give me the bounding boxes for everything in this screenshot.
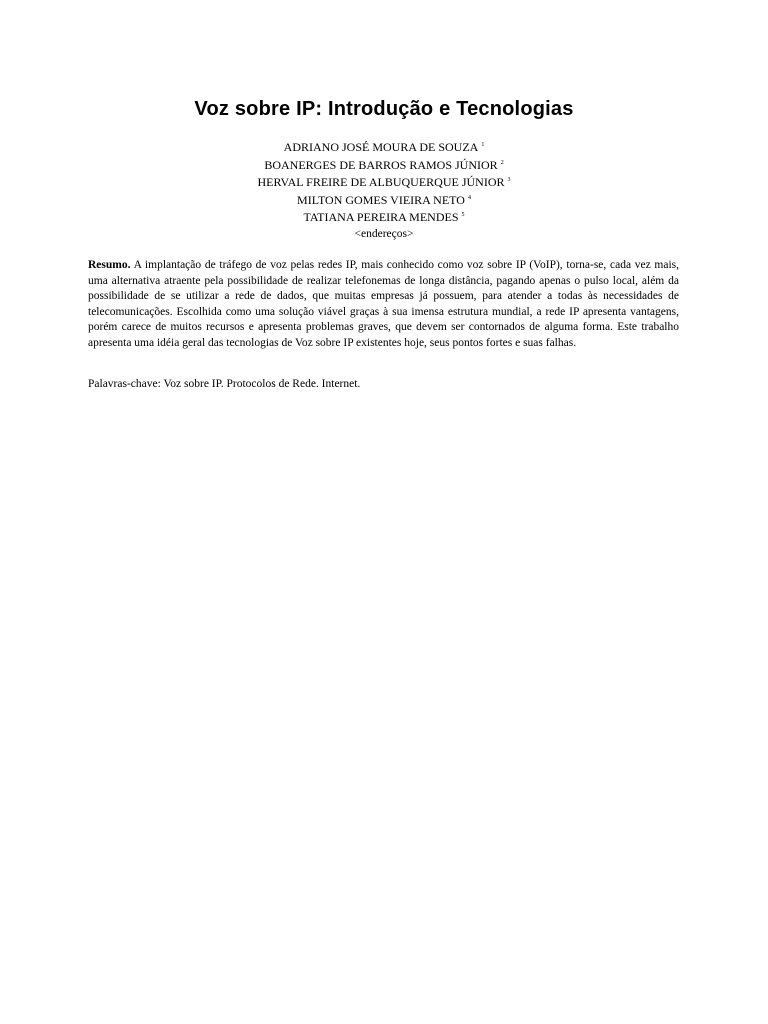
author-name-text: MILTON GOMES VIEIRA NETO [297, 192, 465, 207]
author-name-text: ADRIANO JOSÉ MOURA DE SOUZA [283, 140, 479, 154]
author-name [0, 173, 768, 191]
author-name-text: HERVAL FREIRE DE ALBUQUERQUE JÚNIOR [257, 175, 505, 189]
author-name-text: BOANERGES DE BARROS RAMOS JÚNIOR [264, 157, 498, 172]
author-name-text: TATIANA PEREIRA MENDES [303, 210, 459, 224]
affiliation-mark: 4 [467, 194, 471, 201]
keywords: Palavras-chave: Voz sobre IP. Protocolos de Rede. Internet. [88, 378, 361, 390]
affiliation-mark: 1 [481, 142, 485, 148]
author-list [0, 138, 768, 226]
affiliation-mark: 2 [500, 159, 504, 166]
abstract [88, 258, 679, 352]
paper-title: Voz sobre IP: Introdução e Tecnologias [194, 98, 574, 120]
author-name [0, 208, 768, 226]
address-placeholder: <endereços> [354, 228, 414, 240]
author-name [0, 138, 768, 156]
author-name [0, 156, 768, 174]
author-name [0, 191, 768, 209]
affiliation-mark: 3 [507, 177, 511, 183]
abstract-heading: Resumo. [88, 259, 131, 271]
affiliation-mark: 5 [461, 212, 465, 218]
abstract-text: A implantação de tráfego de voz pelas redes IP, mais conhecido como voz sobre IP (VoIP), torna-se, cada vez mais, uma alternativa atraente pela possibilidade de realizar telefonemas de longa distância, pagando apenas o pulso local, além da possibilidade de se utilizar a rede de dados, que muitas empresas já possuem, para atender a todas às necessidades de telecomunicações. Escolhida como uma solução viável graças à sua imensa estrutura mundial, a rede IP apresenta vantagens, porém carece de muitos recursos e apresenta problemas graves, que devem ser contornados de alguma forma. Este trabalho apresenta uma idéia geral das tecnologias de Voz sobre IP existentes hoje, seus pontos fortes e suas falhas. [88, 259, 679, 349]
